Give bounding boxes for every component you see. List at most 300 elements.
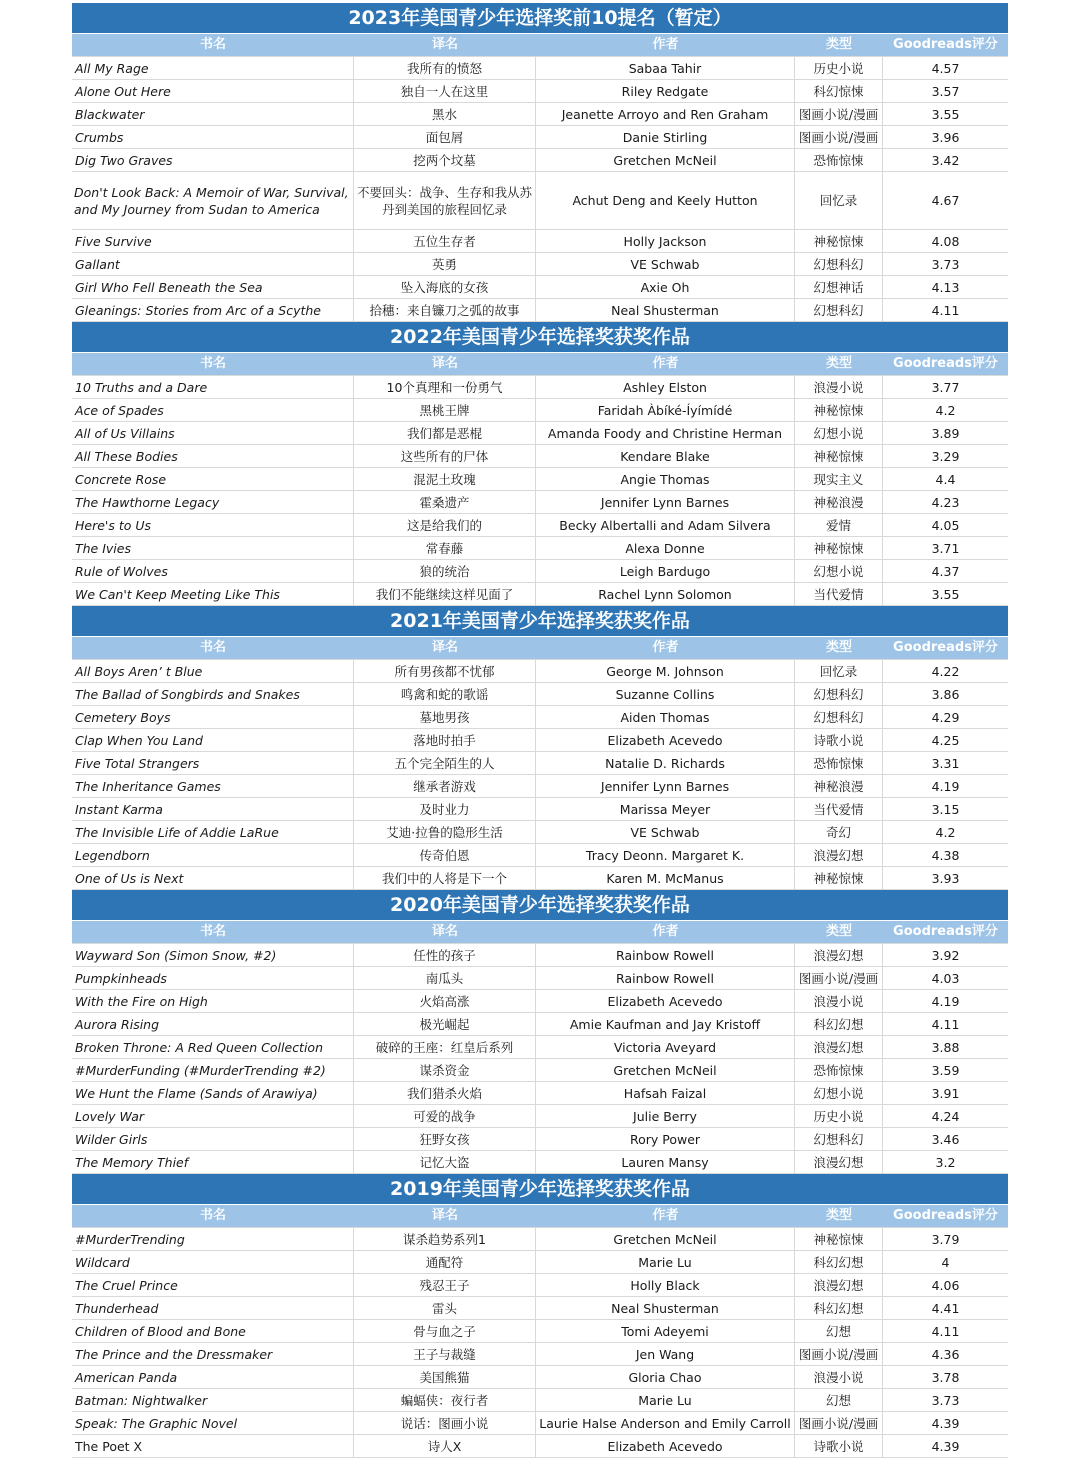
cell-book: Gallant (72, 253, 354, 275)
cell-author: Hafsah Faizal (536, 1082, 795, 1104)
cell-genre: 浪漫小说 (795, 1366, 883, 1388)
cell-author: Sabaa Tahir (536, 57, 795, 79)
cell-translation: 拾穗：来自镰刀之弧的故事 (354, 299, 536, 321)
table-row (72, 376, 1008, 399)
cell-rating: 4.11 (931, 1016, 960, 1032)
cell-book: All of Us Villains (72, 422, 354, 444)
cell-rating: 4.4 (935, 471, 956, 487)
cell-rating: 3.71 (931, 540, 960, 556)
cell-author: Elizabeth Acevedo (536, 990, 795, 1012)
cell-genre: 科幻幻想 (795, 1297, 883, 1319)
cell-translation: 骨与血之子 (354, 1320, 536, 1342)
cell-translation: 及时业力 (354, 798, 536, 820)
cell-book: All My Rage (72, 57, 354, 79)
cell-genre: 历史小说 (795, 1105, 883, 1127)
cell-genre: 浪漫幻想 (795, 844, 883, 866)
cell-book: Batman: Nightwalker (72, 1389, 354, 1411)
cell-genre: 浪漫幻想 (795, 944, 883, 966)
cell-author: Gretchen McNeil (536, 1228, 795, 1250)
cell-translation: 火焰高涨 (354, 990, 536, 1012)
cell-genre: 图画小说/漫画 (795, 126, 883, 148)
cell-book: Girl Who Fell Beneath the Sea (72, 276, 354, 298)
cell-genre: 幻想科幻 (795, 683, 883, 705)
cell-book: Pumpkinheads (72, 967, 354, 989)
header-translation: 译名 (431, 356, 458, 371)
cell-book: The Ivies (72, 537, 354, 559)
cell-rating: 4.19 (931, 778, 960, 794)
cell-author: Jennifer Lynn Barnes (536, 775, 795, 797)
cell-translation: 狼的统治 (354, 560, 536, 582)
cell-translation: 我们不能继续这样见面了 (354, 583, 536, 605)
table-row (72, 844, 1008, 867)
cell-author: Tracy Deonn. Margaret K. (536, 844, 795, 866)
cell-author: Elizabeth Acevedo (536, 729, 795, 751)
table-header (72, 1205, 1008, 1228)
table-row (72, 399, 1008, 422)
cell-translation: 英勇 (354, 253, 536, 275)
cell-rating: 4.22 (931, 663, 960, 679)
table-header (72, 353, 1008, 376)
cell-author: Axie Oh (536, 276, 795, 298)
cell-genre: 神秘惊悚 (795, 1228, 883, 1250)
header-book: 书名 (199, 640, 226, 655)
cell-translation: 谋杀趋势系列1 (354, 1228, 536, 1250)
cell-translation: 说话：图画小说 (354, 1412, 536, 1434)
cell-genre: 图画小说/漫画 (795, 103, 883, 125)
cell-rating: 3.73 (931, 1392, 960, 1408)
cell-translation: 我所有的愤怒 (354, 57, 536, 79)
cell-rating: 4.38 (931, 847, 960, 863)
cell-genre: 幻想 (795, 1389, 883, 1411)
cell-book: Speak: The Graphic Novel (72, 1412, 354, 1434)
cell-genre: 科幻幻想 (795, 1251, 883, 1273)
cell-rating: 3.91 (931, 1085, 960, 1101)
cell-translation: 艾迪·拉鲁的隐形生活 (354, 821, 536, 843)
cell-genre: 神秘惊悚 (795, 867, 883, 889)
cell-genre: 幻想科幻 (795, 706, 883, 728)
cell-translation: 我们都是恶棍 (354, 422, 536, 444)
cell-book: The Cruel Prince (72, 1274, 354, 1296)
table-row (72, 253, 1008, 276)
table-row (72, 706, 1008, 729)
cell-book: Five Total Strangers (72, 752, 354, 774)
cell-genre: 浪漫小说 (795, 376, 883, 398)
cell-translation: 雷头 (354, 1297, 536, 1319)
cell-rating: 4.2 (935, 402, 956, 418)
award-tables (72, 3, 1008, 1458)
cell-author: Julie Berry (536, 1105, 795, 1127)
table-row (72, 1412, 1008, 1435)
cell-rating: 3.93 (931, 870, 960, 886)
cell-author: Faridah Àbíké-Íyímídé (536, 399, 795, 421)
cell-book: The Ballad of Songbirds and Snakes (72, 683, 354, 705)
table-row (72, 468, 1008, 491)
cell-author: Amie Kaufman and Jay Kristoff (536, 1013, 795, 1035)
cell-translation: 谋杀资金 (354, 1059, 536, 1081)
cell-book: Aurora Rising (72, 1013, 354, 1035)
table-row (72, 944, 1008, 967)
cell-author: Gloria Chao (536, 1366, 795, 1388)
cell-genre: 浪漫幻想 (795, 1036, 883, 1058)
cell-author: Suzanne Collins (536, 683, 795, 705)
table-row (72, 276, 1008, 299)
cell-translation: 王子与裁缝 (354, 1343, 536, 1365)
cell-author: Angie Thomas (536, 468, 795, 490)
cell-rating: 3.79 (931, 1231, 960, 1247)
table-row (72, 990, 1008, 1013)
table-row (72, 821, 1008, 844)
cell-book: The Hawthorne Legacy (72, 491, 354, 513)
cell-author: Danie Stirling (536, 126, 795, 148)
cell-book: 10 Truths and a Dare (72, 376, 354, 398)
cell-rating: 3.29 (931, 448, 960, 464)
header-rating: Goodreads评分 (893, 37, 998, 52)
header-book: 书名 (199, 1208, 226, 1223)
cell-rating: 3.88 (931, 1039, 960, 1055)
table-row (72, 103, 1008, 126)
cell-rating: 4.05 (931, 517, 960, 533)
cell-translation: 蝙蝠侠：夜行者 (354, 1389, 536, 1411)
table-row (72, 1105, 1008, 1128)
cell-author: Riley Redgate (536, 80, 795, 102)
table-row (72, 149, 1008, 172)
cell-book: Wildcard (72, 1251, 354, 1273)
cell-rating: 4.36 (931, 1346, 960, 1362)
cell-book: With the Fire on High (72, 990, 354, 1012)
cell-translation: 10个真理和一份勇气 (354, 376, 536, 398)
table-row (72, 57, 1008, 80)
header-author: 作者 (652, 924, 679, 939)
header-book: 书名 (199, 37, 226, 52)
cell-rating: 4.06 (931, 1277, 960, 1293)
table-header (72, 34, 1008, 57)
cell-author: Victoria Aveyard (536, 1036, 795, 1058)
cell-rating: 3.2 (935, 1154, 956, 1170)
cell-rating: 3.55 (931, 586, 960, 602)
cell-translation: 传奇伯恩 (354, 844, 536, 866)
header-author: 作者 (652, 640, 679, 655)
cell-translation: 挖两个坟墓 (354, 149, 536, 171)
cell-author: Rory Power (536, 1128, 795, 1150)
table-row (72, 560, 1008, 583)
cell-rating: 4.24 (931, 1108, 960, 1124)
cell-translation: 我们中的人将是下一个 (354, 867, 536, 889)
cell-translation: 五个完全陌生的人 (354, 752, 536, 774)
cell-book: Legendborn (72, 844, 354, 866)
cell-book: Here's to Us (72, 514, 354, 536)
cell-translation: 任性的孩子 (354, 944, 536, 966)
cell-book: We Can't Keep Meeting Like This (72, 583, 354, 605)
cell-translation: 这些所有的尸体 (354, 445, 536, 467)
cell-translation: 混泥土玫瑰 (354, 468, 536, 490)
table-row (72, 299, 1008, 322)
cell-translation: 独自一人在这里 (354, 80, 536, 102)
cell-genre: 当代爱情 (795, 798, 883, 820)
cell-rating: 3.55 (931, 106, 960, 122)
cell-translation: 记忆大盗 (354, 1151, 536, 1173)
cell-rating: 3.59 (931, 1062, 960, 1078)
table-row (72, 1059, 1008, 1082)
table-row (72, 445, 1008, 468)
cell-translation: 不要回头：战争、生存和我从苏丹到美国的旅程回忆录 (354, 172, 536, 229)
cell-book: All These Bodies (72, 445, 354, 467)
cell-translation: 南瓜头 (354, 967, 536, 989)
header-translation: 译名 (431, 1208, 458, 1223)
cell-translation: 狂野女孩 (354, 1128, 536, 1150)
cell-translation: 我们猎杀火焰 (354, 1082, 536, 1104)
table-row (72, 422, 1008, 445)
cell-genre: 幻想科幻 (795, 299, 883, 321)
table-row (72, 1274, 1008, 1297)
table-row (72, 798, 1008, 821)
table-row (72, 80, 1008, 103)
cell-rating: 3.96 (931, 129, 960, 145)
table-row (72, 1435, 1008, 1458)
table-row (72, 172, 1008, 230)
cell-author: Jeanette Arroyo and Ren Graham (536, 103, 795, 125)
cell-genre: 奇幻 (795, 821, 883, 843)
table-header (72, 921, 1008, 944)
cell-author: Elizabeth Acevedo (536, 1435, 795, 1457)
table-row (72, 1343, 1008, 1366)
cell-author: George M. Johnson (536, 660, 795, 682)
table-row (72, 1389, 1008, 1412)
cell-rating: 4.37 (931, 563, 960, 579)
cell-book: The Inheritance Games (72, 775, 354, 797)
cell-genre: 幻想 (795, 1320, 883, 1342)
header-book: 书名 (199, 356, 226, 371)
cell-author: Becky Albertalli and Adam Silvera (536, 514, 795, 536)
cell-translation: 通配符 (354, 1251, 536, 1273)
cell-genre: 回忆录 (795, 172, 883, 229)
table-row (72, 1151, 1008, 1174)
section-title: 2023年美国青少年选择奖前10提名（暂定） (72, 3, 1008, 34)
cell-rating: 3.42 (931, 152, 960, 168)
table-row (72, 967, 1008, 990)
table-row (72, 1251, 1008, 1274)
cell-rating: 4.19 (931, 993, 960, 1009)
cell-book: #MurderTrending (72, 1228, 354, 1250)
cell-author: Holly Jackson (536, 230, 795, 252)
cell-genre: 恐怖惊悚 (795, 752, 883, 774)
cell-author: Alexa Donne (536, 537, 795, 559)
cell-genre: 现实主义 (795, 468, 883, 490)
cell-author: Laurie Halse Anderson and Emily Carroll (536, 1412, 795, 1434)
header-rating: Goodreads评分 (893, 640, 998, 655)
header-author: 作者 (652, 356, 679, 371)
cell-rating: 3.57 (931, 83, 960, 99)
table-row (72, 1228, 1008, 1251)
cell-genre: 幻想小说 (795, 560, 883, 582)
table-row (72, 514, 1008, 537)
cell-translation: 极光崛起 (354, 1013, 536, 1035)
cell-book: Cemetery Boys (72, 706, 354, 728)
cell-author: Tomi Adeyemi (536, 1320, 795, 1342)
cell-author: Neal Shusterman (536, 299, 795, 321)
cell-translation: 面包屑 (354, 126, 536, 148)
cell-book: We Hunt the Flame (Sands of Arawiya) (72, 1082, 354, 1104)
header-translation: 译名 (431, 924, 458, 939)
cell-book: American Panda (72, 1366, 354, 1388)
cell-translation: 这是给我们的 (354, 514, 536, 536)
table-row (72, 1128, 1008, 1151)
cell-genre: 神秘惊悚 (795, 399, 883, 421)
cell-book: Blackwater (72, 103, 354, 125)
cell-author: Leigh Bardugo (536, 560, 795, 582)
table-row (72, 752, 1008, 775)
cell-rating: 4.03 (931, 970, 960, 986)
header-rating: Goodreads评分 (893, 924, 998, 939)
cell-genre: 科幻惊悚 (795, 80, 883, 102)
cell-translation: 五位生存者 (354, 230, 536, 252)
cell-genre: 幻想科幻 (795, 1128, 883, 1150)
cell-book: Thunderhead (72, 1297, 354, 1319)
cell-rating: 3.92 (931, 947, 960, 963)
table-row (72, 1036, 1008, 1059)
header-genre: 类型 (825, 356, 852, 371)
table-row (72, 1366, 1008, 1389)
cell-author: Gretchen McNeil (536, 149, 795, 171)
cell-author: VE Schwab (536, 253, 795, 275)
cell-author: Karen M. McManus (536, 867, 795, 889)
cell-book: #MurderFunding (#MurderTrending #2) (72, 1059, 354, 1081)
cell-genre: 浪漫幻想 (795, 1151, 883, 1173)
cell-translation: 坠入海底的女孩 (354, 276, 536, 298)
cell-rating: 3.78 (931, 1369, 960, 1385)
cell-book: The Invisible Life of Addie LaRue (72, 821, 354, 843)
cell-rating: 4.39 (931, 1415, 960, 1431)
header-rating: Goodreads评分 (893, 356, 998, 371)
cell-genre: 幻想小说 (795, 422, 883, 444)
table-row (72, 583, 1008, 606)
cell-rating: 4.25 (931, 732, 960, 748)
cell-rating: 3.77 (931, 379, 960, 395)
table-row (72, 1013, 1008, 1036)
cell-book: Concrete Rose (72, 468, 354, 490)
cell-genre: 幻想神话 (795, 276, 883, 298)
table-row (72, 775, 1008, 798)
table-header (72, 637, 1008, 660)
header-genre: 类型 (825, 37, 852, 52)
cell-book: Children of Blood and Bone (72, 1320, 354, 1342)
cell-author: Kendare Blake (536, 445, 795, 467)
table-row (72, 491, 1008, 514)
cell-translation: 破碎的王座：红皇后系列 (354, 1036, 536, 1058)
cell-author: Marie Lu (536, 1251, 795, 1273)
cell-translation: 美国熊猫 (354, 1366, 536, 1388)
cell-rating: 3.89 (931, 425, 960, 441)
header-author: 作者 (652, 1208, 679, 1223)
cell-translation: 墓地男孩 (354, 706, 536, 728)
cell-genre: 神秘浪漫 (795, 491, 883, 513)
cell-book: Rule of Wolves (72, 560, 354, 582)
section-title: 2020年美国青少年选择奖获奖作品 (72, 890, 1008, 921)
table-row (72, 1082, 1008, 1105)
cell-author: Rachel Lynn Solomon (536, 583, 795, 605)
cell-genre: 浪漫小说 (795, 990, 883, 1012)
header-translation: 译名 (431, 640, 458, 655)
cell-translation: 诗人X (354, 1435, 536, 1457)
cell-translation: 黑水 (354, 103, 536, 125)
cell-book: Alone Out Here (72, 80, 354, 102)
cell-rating: 4.39 (931, 1438, 960, 1454)
header-genre: 类型 (825, 1208, 852, 1223)
section-title: 2019年美国青少年选择奖获奖作品 (72, 1174, 1008, 1205)
cell-author: Marie Lu (536, 1389, 795, 1411)
table-row (72, 126, 1008, 149)
table-row (72, 1320, 1008, 1343)
cell-genre: 神秘浪漫 (795, 775, 883, 797)
cell-author: Amanda Foody and Christine Herman (536, 422, 795, 444)
cell-genre: 幻想小说 (795, 1082, 883, 1104)
cell-book: The Prince and the Dressmaker (72, 1343, 354, 1365)
cell-genre: 神秘惊悚 (795, 537, 883, 559)
cell-author: Marissa Meyer (536, 798, 795, 820)
cell-rating: 4.41 (931, 1300, 960, 1316)
table-row (72, 729, 1008, 752)
cell-genre: 浪漫幻想 (795, 1274, 883, 1296)
cell-author: Natalie D. Richards (536, 752, 795, 774)
cell-author: Jennifer Lynn Barnes (536, 491, 795, 513)
cell-author: Lauren Mansy (536, 1151, 795, 1173)
cell-genre: 诗歌小说 (795, 729, 883, 751)
cell-book: Clap When You Land (72, 729, 354, 751)
cell-translation: 所有男孩都不忧郁 (354, 660, 536, 682)
cell-author: Gretchen McNeil (536, 1059, 795, 1081)
cell-genre: 科幻幻想 (795, 1013, 883, 1035)
cell-author: Neal Shusterman (536, 1297, 795, 1319)
cell-author: Rainbow Rowell (536, 967, 795, 989)
table-row (72, 660, 1008, 683)
cell-genre: 诗歌小说 (795, 1435, 883, 1457)
cell-genre: 回忆录 (795, 660, 883, 682)
cell-rating: 3.15 (931, 801, 960, 817)
header-genre: 类型 (825, 640, 852, 655)
cell-translation: 落地时拍手 (354, 729, 536, 751)
cell-genre: 恐怖惊悚 (795, 1059, 883, 1081)
section-title: 2022年美国青少年选择奖获奖作品 (72, 322, 1008, 353)
cell-rating: 3.86 (931, 686, 960, 702)
cell-book: All Boys Aren’ t Blue (72, 660, 354, 682)
cell-genre: 图画小说/漫画 (795, 1412, 883, 1434)
cell-rating: 3.73 (931, 256, 960, 272)
cell-rating: 4.11 (931, 302, 960, 318)
cell-genre: 幻想科幻 (795, 253, 883, 275)
cell-translation: 常春藤 (354, 537, 536, 559)
table-row (72, 1297, 1008, 1320)
cell-genre: 恐怖惊悚 (795, 149, 883, 171)
cell-author: Achut Deng and Keely Hutton (536, 172, 795, 229)
cell-rating: 3.46 (931, 1131, 960, 1147)
cell-book: The Memory Thief (72, 1151, 354, 1173)
cell-genre: 神秘惊悚 (795, 445, 883, 467)
cell-book: Don't Look Back: A Memoir of War, Survival, and My Journey from Sudan to America (72, 172, 354, 229)
cell-book: Wayward Son (Simon Snow, #2) (72, 944, 354, 966)
cell-rating: 4.08 (931, 233, 960, 249)
header-translation: 译名 (431, 37, 458, 52)
cell-author: Rainbow Rowell (536, 944, 795, 966)
cell-book: Ace of Spades (72, 399, 354, 421)
cell-translation: 继承者游戏 (354, 775, 536, 797)
cell-author: VE Schwab (536, 821, 795, 843)
cell-translation: 鸣禽和蛇的歌谣 (354, 683, 536, 705)
cell-book: Gleanings: Stories from Arc of a Scythe (72, 299, 354, 321)
cell-genre: 图画小说/漫画 (795, 967, 883, 989)
cell-genre: 图画小说/漫画 (795, 1343, 883, 1365)
cell-rating: 4.57 (931, 60, 960, 76)
cell-author: Ashley Elston (536, 376, 795, 398)
cell-book: Broken Throne: A Red Queen Collection (72, 1036, 354, 1058)
